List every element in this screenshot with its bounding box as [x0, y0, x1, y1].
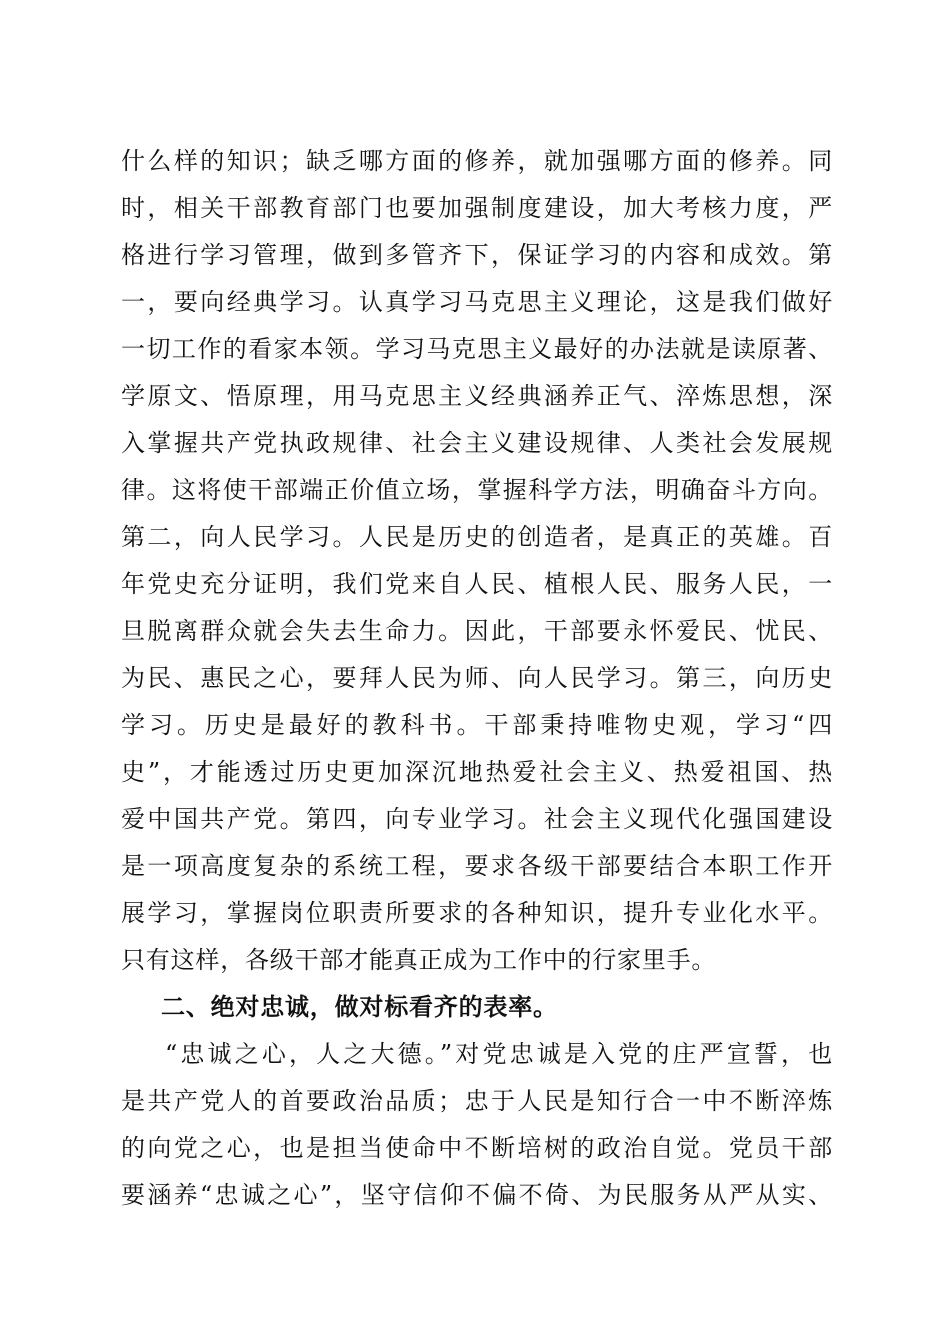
text-line: 什么样的知识；缺乏哪方面的修养，就加强哪方面的修养。同	[121, 147, 833, 175]
text-line: 为民、惠民之心，要拜人民为师、向人民学习。第三，向历史	[121, 664, 833, 692]
text-line: 年党史充分证明，我们党来自人民、植根人民、服务人民，一	[121, 570, 833, 598]
text-line: 要涵养“忠诚之心”，坚守信仰不偏不倚、为民服务从严从实、	[121, 1181, 833, 1209]
paragraph-loyalty	[121, 1031, 833, 1219]
text-line: 一切工作的看家本领。学习马克思主义最好的办法就是读原著、	[121, 335, 833, 363]
document-body	[121, 138, 833, 1219]
text-line: 旦脱离群众就会失去生命力。因此，干部要永怀爱民、忧民、	[121, 617, 833, 645]
text-line: 学原文、悟原理，用马克思主义经典涵养正气、淬炼思想，深	[121, 382, 833, 410]
text-line: 一，要向经典学习。认真学习马克思主义理论，这是我们做好	[121, 288, 833, 316]
paragraph-learning	[121, 138, 833, 984]
text-line: 学习。历史是最好的教科书。干部秉持唯物史观，学习“四	[121, 711, 833, 739]
text-line: 格进行学习管理，做到多管齐下，保证学习的内容和成效。第	[121, 241, 833, 269]
text-line-first: “忠诚之心，人之大德。”对党忠诚是入党的庄严宣誓，也	[165, 1040, 833, 1068]
text-line-last: 只有这样，各级干部才能真正成为工作中的行家里手。	[121, 946, 717, 974]
text-line: 的向党之心，也是担当使命中不断培树的政治自觉。党员干部	[121, 1134, 833, 1162]
text-line: 史”，才能透过历史更加深沉地热爱社会主义、热爱祖国、热	[121, 758, 833, 786]
text-line: 爱中国共产党。第四，向专业学习。社会主义现代化强国建设	[121, 805, 833, 833]
text-line: 时，相关干部教育部门也要加强制度建设，加大考核力度，严	[121, 194, 833, 222]
text-line: 是共产党人的首要政治品质；忠于人民是知行合一中不断淬炼	[121, 1087, 833, 1115]
section-heading: 二、绝对忠诚，做对标看齐的表率。	[161, 993, 558, 1021]
text-line: 是一项高度复杂的系统工程，要求各级干部要结合本职工作开	[121, 852, 833, 880]
text-line: 展学习，掌握岗位职责所要求的各种知识，提升专业化水平。	[121, 899, 833, 927]
text-line: 入掌握共产党执政规律、社会主义建设规律、人类社会发展规	[121, 429, 833, 457]
text-line: 律。这将使干部端正价值立场，掌握科学方法，明确奋斗方向。	[121, 476, 833, 504]
text-line: 第二，向人民学习。人民是历史的创造者，是真正的英雄。百	[121, 523, 833, 551]
